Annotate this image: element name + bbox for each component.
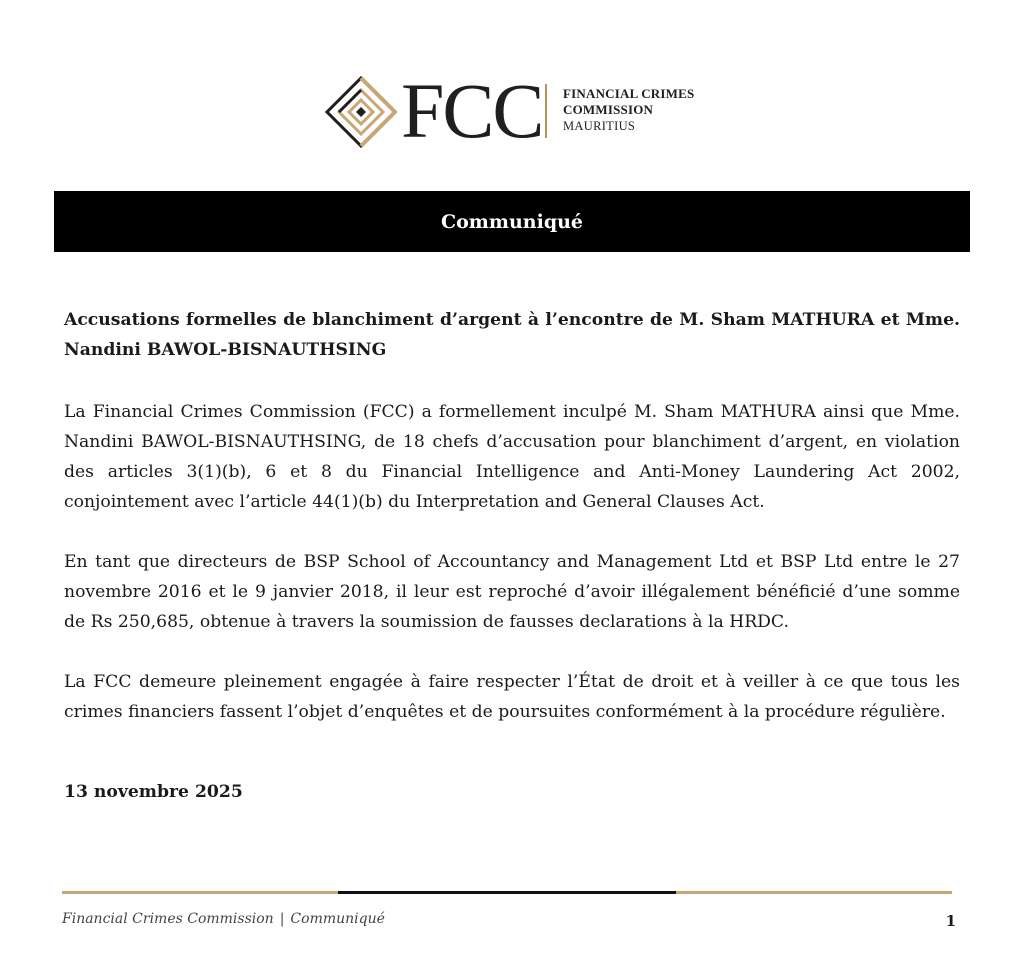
footer-rule-dark-center bbox=[338, 891, 676, 894]
document-subject: Accusations formelles de blanchiment d’argent à l’encontre de M. Sham MATHURA et Mme. Nandini BAWOL-BISNAUTHSING bbox=[64, 310, 960, 360]
footer-rule bbox=[62, 891, 952, 894]
logo-line-1: FINANCIAL CRIMES bbox=[563, 86, 695, 101]
logo-divider bbox=[545, 84, 547, 138]
footer-caption bbox=[62, 911, 385, 927]
page-title: Communiqué bbox=[440, 210, 584, 233]
logo-acronym: FCC bbox=[401, 67, 543, 154]
title-banner bbox=[54, 191, 970, 252]
paragraph-3: La FCC demeure pleinement engagée à faire respecter l’État de droit et à veiller à ce que tous les crimes financiers fassent l’objet d’enquêtes et de poursuites conformément à la procédure régulière. bbox=[64, 672, 960, 722]
paragraph-2: En tant que directeurs de BSP School of Accountancy and Management Ltd et BSP Ltd entre le 27 novembre 2016 et le 9 janvier 2018, il leur est reproché d’avoir illégalement bénéficié d’une somme de Rs 250,685, obtenue à travers la soumission de fausses declarations à la HRDC. bbox=[64, 552, 960, 632]
paragraph-1: La Financial Crimes Commission (FCC) a formellement inculpé M. Sham MATHURA ainsi que Mme. Nandini BAWOL-BISNAUTHSING, de 18 chefs d’accusation pour blanchiment d’argent, en violation des articles 3(1)(b), 6 et 8 du Financial Intelligence and Anti-Money Laundering Act 2002, conjointement avec l’article 44(1)(b) du Interpretation and General Clauses Act. bbox=[64, 402, 960, 512]
footer-separator: | bbox=[279, 911, 285, 927]
document-body bbox=[64, 305, 960, 757]
logo-line-2: COMMISSION bbox=[563, 102, 654, 117]
footer-org: Financial Crimes Commission bbox=[62, 911, 274, 927]
fcc-logo-icon bbox=[325, 76, 397, 148]
footer-doc-type: Communiqué bbox=[290, 911, 385, 927]
header bbox=[0, 67, 1024, 154]
document-date: 13 novembre 2025 bbox=[64, 782, 243, 802]
logo-text bbox=[563, 86, 694, 134]
footer-rule-gold-right bbox=[676, 891, 952, 894]
logo-line-3: MAURITIUS bbox=[563, 119, 636, 133]
page-number: 1 bbox=[945, 912, 956, 930]
footer-rule-gold-left bbox=[62, 891, 338, 894]
